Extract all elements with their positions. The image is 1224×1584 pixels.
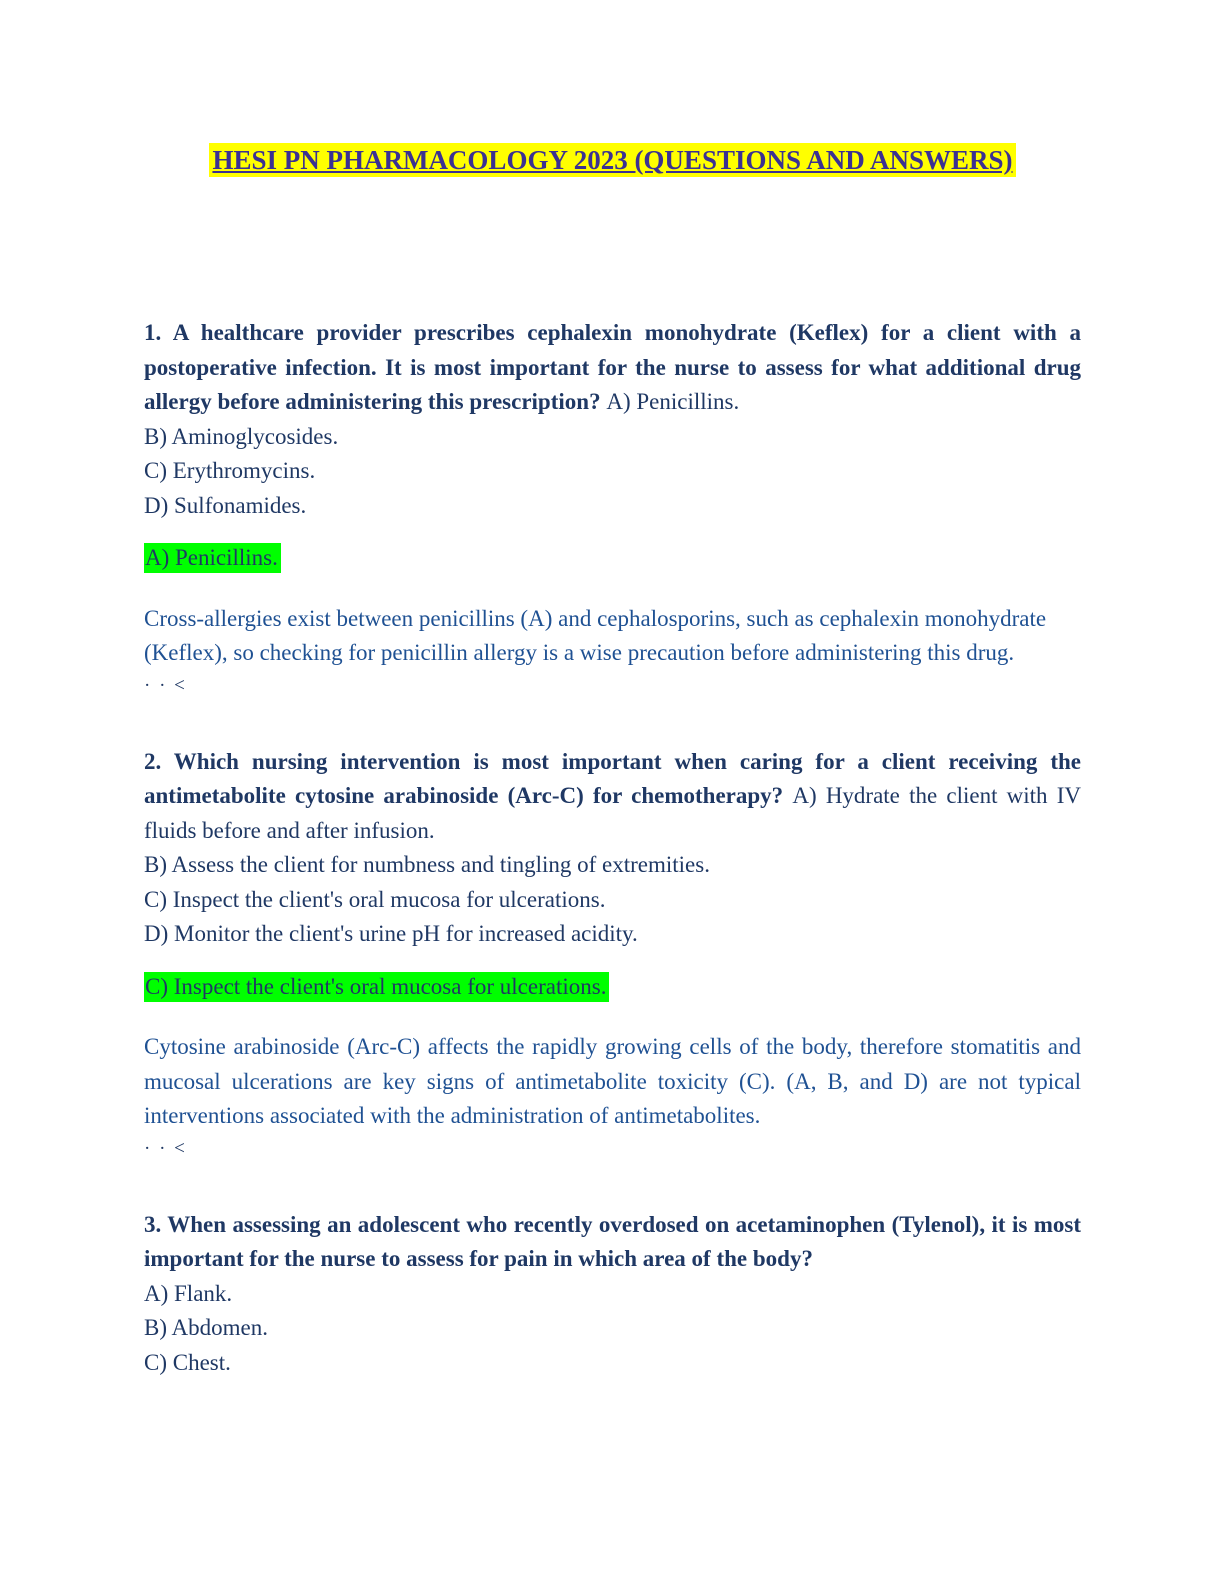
question-2-answer-line <box>144 970 1081 1005</box>
document-title <box>144 142 1081 178</box>
question-3-option-a: A) Flank. <box>144 1280 233 1306</box>
question-1-answer-line <box>144 541 1081 576</box>
question-1-option-d: D) Sulfonamides. <box>144 492 307 518</box>
question-2-option-d: D) Monitor the client's urine pH for increased acidity. <box>144 921 638 946</box>
question-2-text <box>144 745 1081 849</box>
question-block-1 <box>144 316 1081 699</box>
question-1-option-c: C) Erythromycins. <box>144 458 316 483</box>
question-block-2 <box>144 745 1081 1162</box>
question-3-option-b: B) Abdomen. <box>144 1315 268 1340</box>
question-2-answer-highlight: C) Inspect the client's oral mucosa for ulcerations. <box>144 972 609 1002</box>
question-3-text <box>144 1208 1081 1277</box>
question-2-option-c: C) Inspect the client's oral mucosa for ulcerations. <box>144 886 606 912</box>
question-2-option-b: B) Assess the client for numbness and tingling of extremities. <box>144 852 710 877</box>
question-2-collapse-marks: · · < <box>144 1137 187 1159</box>
question-3-option-c: C) Chest. <box>144 1349 231 1375</box>
question-2-option-a-inline: A) Hydrate the client with IV fluids before and after infusion. <box>144 783 1081 843</box>
question-1-option-b: B) Aminoglycosides. <box>144 423 339 449</box>
question-3-stem: 3. When assessing an adolescent who recently overdosed on acetaminophen (Tylenol), it is most important for the nurse to assess for pain in which area of the body? <box>144 1211 1081 1271</box>
document-title-highlight: HESI PN PHARMACOLOGY 2023 (QUESTIONS AND ANSWERS) <box>209 143 1015 177</box>
question-block-3 <box>144 1208 1081 1381</box>
question-1-answer-highlight: A) Penicillins. <box>144 543 281 573</box>
question-1-collapse-marks: · · < <box>144 674 187 696</box>
question-2-rationale: Cytosine arabinoside (Arc-C) affects the rapidly growing cells of the body, therefore stomatitis and mucosal ulcerations are key signs of antimetabolite toxicity (C). (A, B, and D) are not typical interventions associated with the administration of antimetabolites. <box>144 1034 1081 1128</box>
question-2-stem: 2. Which nursing intervention is most important when caring for a client receiving the antimetabolite cytosine arabinoside (Arc-C) for chemotherapy? <box>144 748 1081 808</box>
question-1-text <box>144 316 1081 420</box>
question-1-option-a-inline: A) Penicillins. <box>606 389 740 414</box>
question-1-rationale: Cross-allergies exist between penicillins (A) and cephalosporins, such as cephalexin monohydrate (Keflex), so checking for penicillin allergy is a wise precaution before administering this drug. <box>144 605 1047 665</box>
question-1-stem: 1. A healthcare provider prescribes cephalexin monohydrate (Keflex) for a client with a postoperative infection. It is most important for the nurse to assess for what additional drug allergy before administering this prescription? <box>144 320 1081 414</box>
